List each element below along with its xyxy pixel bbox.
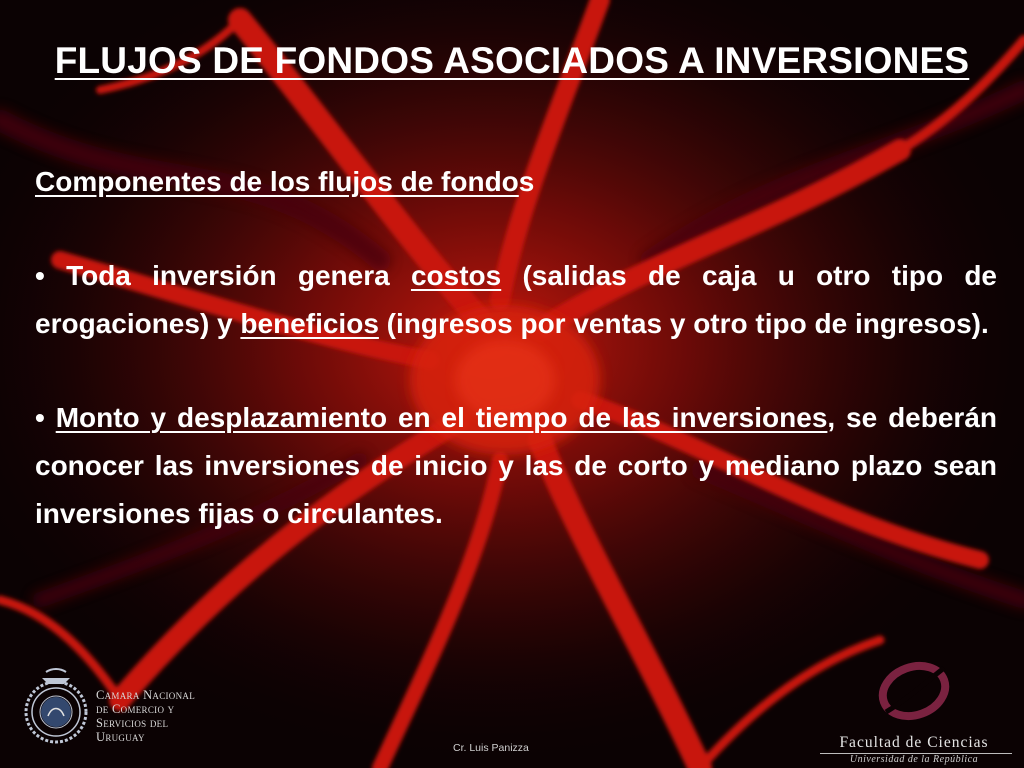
subheading-tail: s: [518, 166, 535, 197]
bullet1-text-c: (ingresos por ventas y otro tipo de ingresos).: [378, 308, 989, 339]
bullet-costos-beneficios: [35, 252, 997, 348]
faculty-university: Universidad de la República: [849, 754, 979, 765]
chamber-line: Camara Nacional: [96, 688, 195, 702]
bullet1-text-b: (salidas de caja u otro tipo de erogaciones) y: [35, 260, 997, 339]
term-costos: costos: [410, 260, 502, 291]
author-credit: Cr. Luis Panizza: [453, 742, 529, 754]
chamber-logo: [20, 668, 240, 758]
chamber-seal-icon: [20, 668, 96, 750]
term-monto-desplazamiento: Monto y desplazamiento en el tiempo de las inversiones: [55, 402, 828, 433]
term-beneficios: beneficios: [240, 308, 379, 339]
bullet-monto-desplazamiento: [35, 394, 997, 538]
subheading-underlined: Componentes de los flujos de fondo: [35, 166, 519, 197]
chamber-line: de Comercio y: [96, 702, 175, 716]
bullet1-text-a: Toda inversión genera: [44, 260, 411, 291]
faculty-name: Facultad de Ciencias: [839, 734, 989, 751]
chamber-line: Uruguay: [96, 730, 145, 744]
subheading: [35, 158, 997, 206]
chamber-name: [96, 688, 195, 744]
slide-title: FLUJOS DE FONDOS ASOCIADOS A INVERSIONES: [54, 40, 970, 81]
bullet2-text-rest: , se deberán conocer las inversiones de inicio y las de corto y mediano plazo sean inversiones fijas o circulantes.: [35, 402, 998, 529]
bullet-marker: •: [35, 402, 45, 433]
slide-body: [35, 158, 997, 584]
bullet-marker: •: [35, 260, 45, 291]
faculty-logo: [816, 660, 1016, 768]
chamber-line: Servicios del: [96, 716, 169, 730]
faculty-ring-icon: [876, 660, 952, 722]
